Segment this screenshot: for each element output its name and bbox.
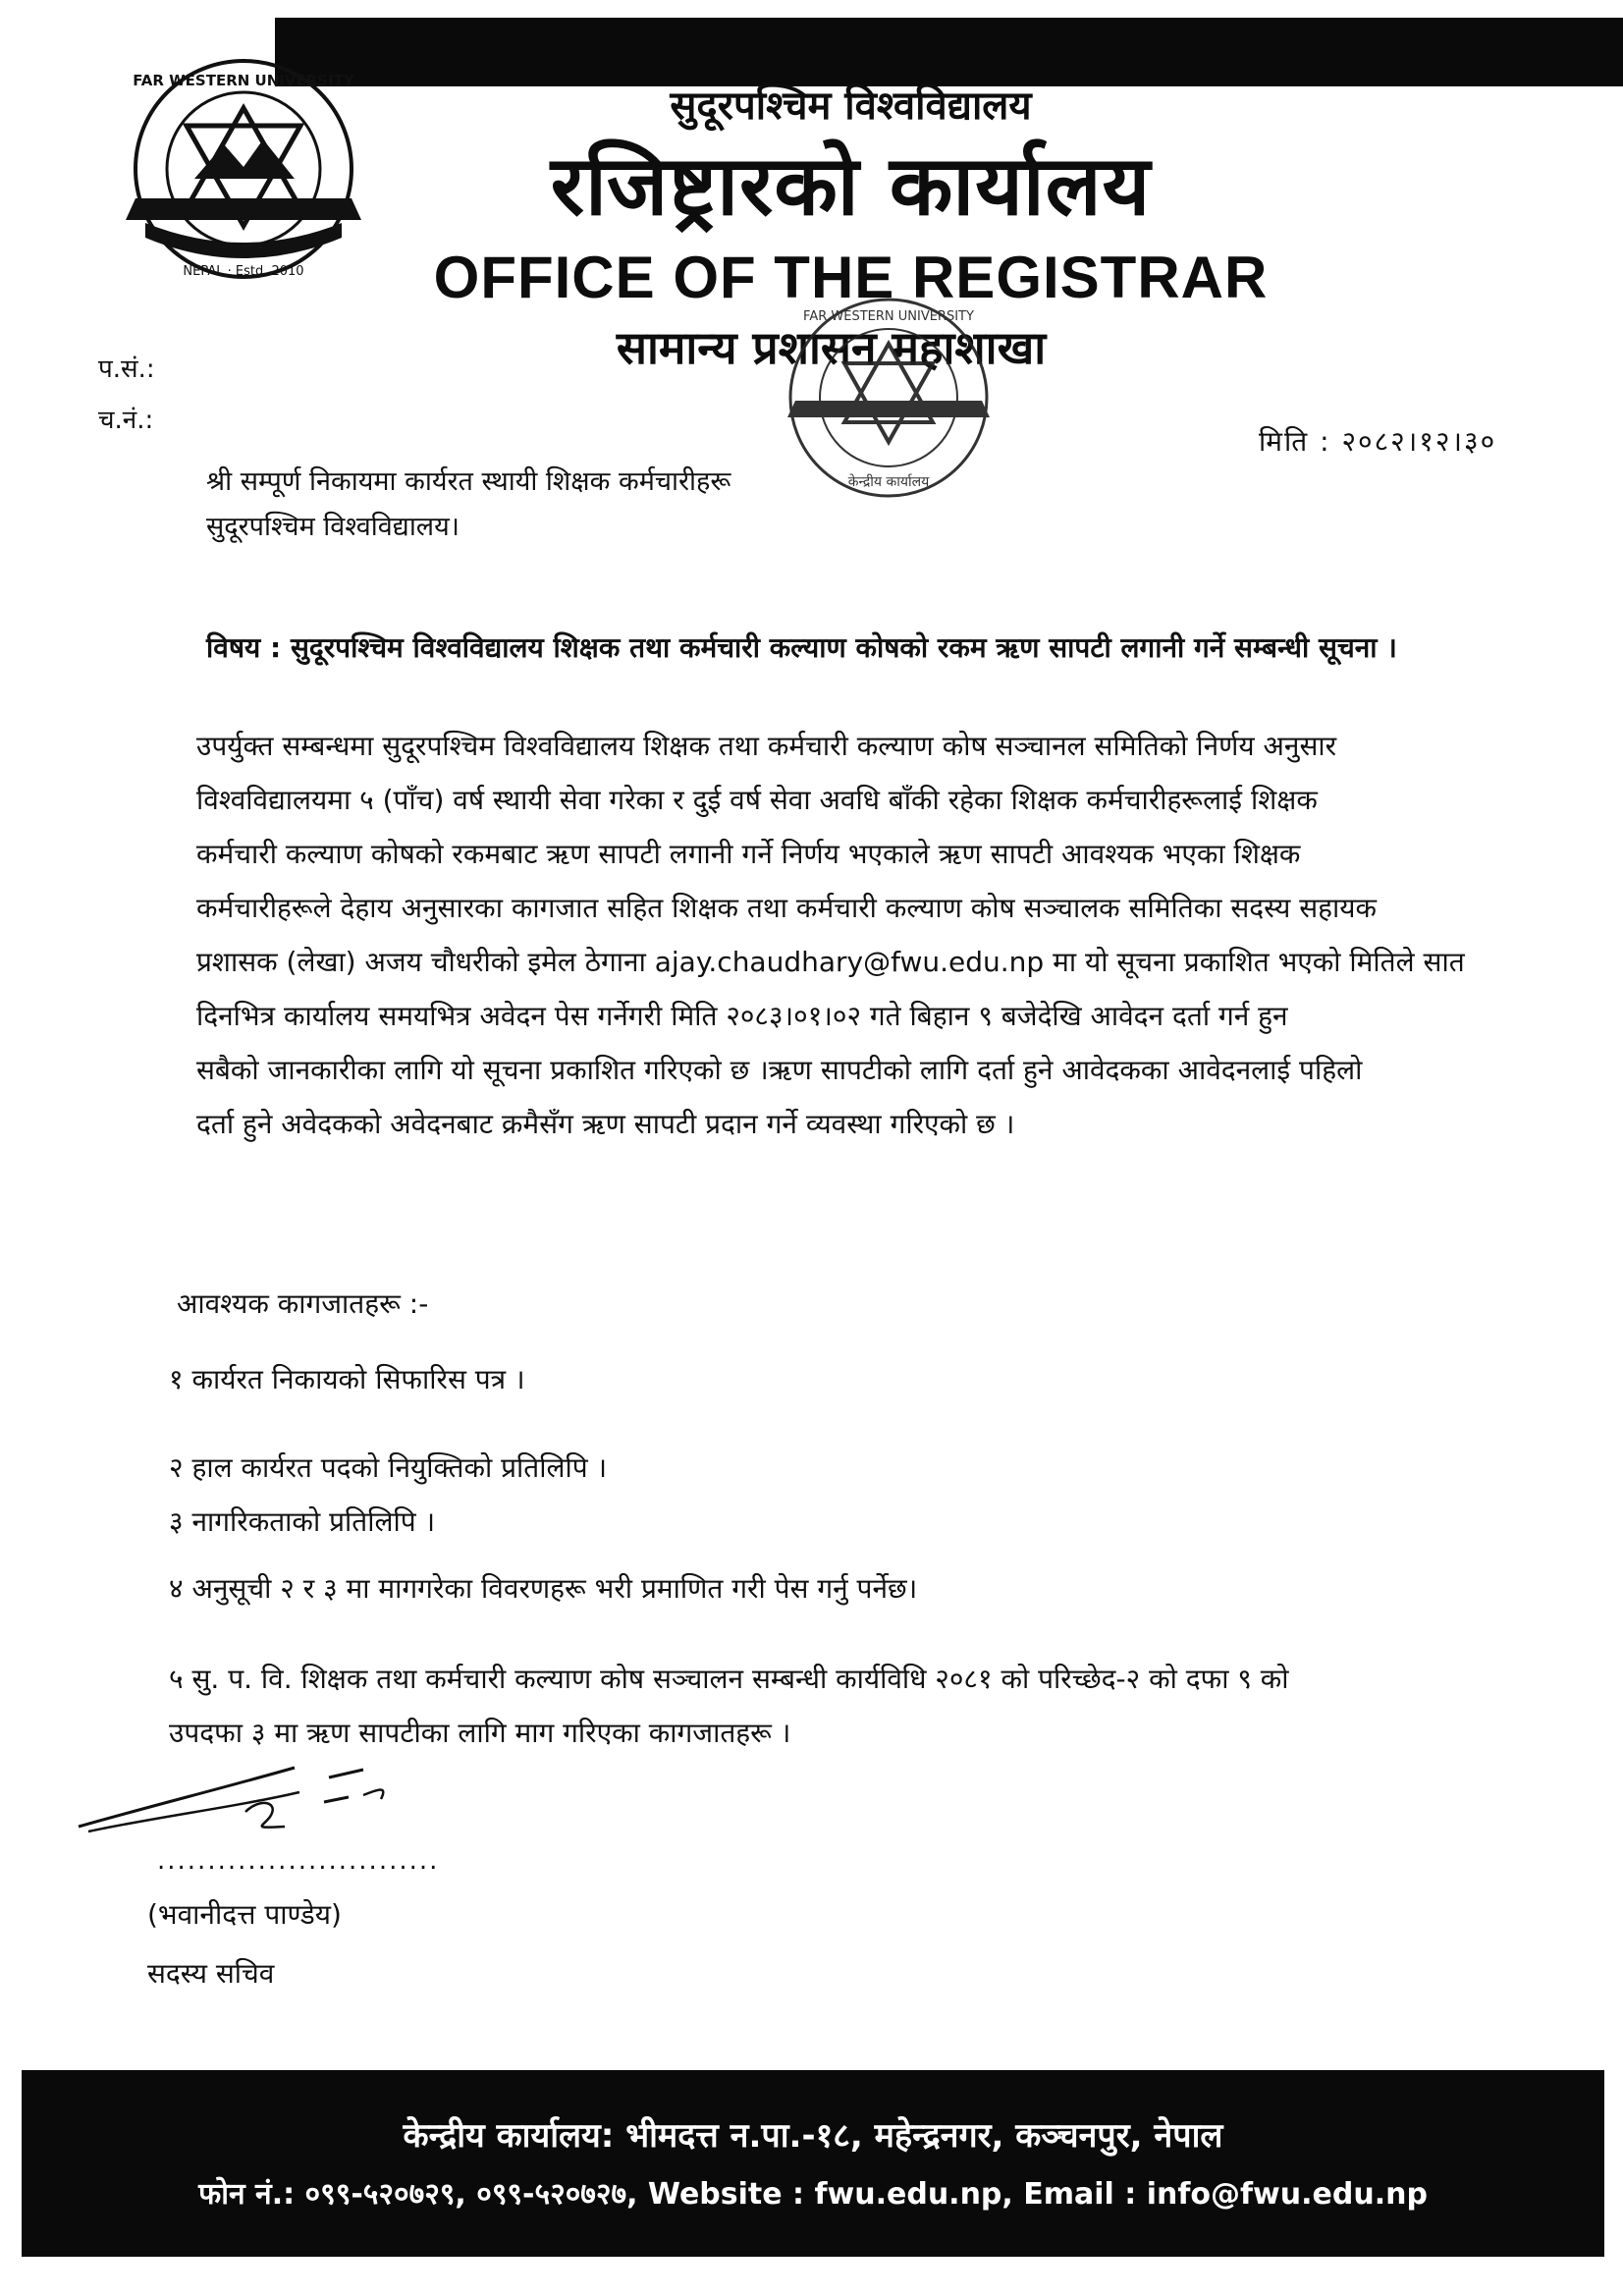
signatory-name: (भवानीदत्त पाण्डेय) [147, 1898, 342, 1931]
body-line-2: विश्वविद्यालयमा ५ (पाँच) वर्ष स्थायी सेवा गरेका र दुई वर्ष सेवा अवधि बाँकी रहेका शिक्षक कर्मचारीहरूलाई शिक्षक [196, 784, 1318, 816]
addressee-line-1: श्री सम्पूर्ण निकायमा कार्यरत स्थायी शिक्षक कर्मचारीहरू [206, 466, 731, 497]
svg-text:FAR WESTERN UNIVERSITY: FAR WESTERN UNIVERSITY [133, 72, 354, 89]
body-line-5: प्रशासक (लेखा) अजय चौधरीको इमेल ठेगाना ajay.chaudhary@fwu.edu.np मा यो सूचना प्रकाशित भएको मितिले सात [196, 946, 1465, 978]
reference-cha-na: च.नं.: [98, 406, 154, 435]
body-line-7: सबैको जानकारीका लागि यो सूचना प्रकाशित गरिएको छ ।ऋण सापटीको लागि दर्ता हुने आवेदकका आवेदनलाई पहिलो [196, 1054, 1363, 1086]
document-item-5-continued: उपदफा ३ मा ऋण सापटीका लागि माग गरिएका कागजातहरू । [169, 1717, 791, 1749]
body-line-8: दर्ता हुने अवेदकको अवेदनबाट क्रमैसँग ऋण सापटी प्रदान गर्ने व्यवस्था गरिएको छ । [196, 1108, 1015, 1140]
office-title-en: OFFICE OF THE REGISTRAR [433, 245, 1269, 310]
branch-name: सामान्य प्रशासन महाशाखा [616, 321, 1047, 374]
body-line-4: कर्मचारीहरूले देहाय अनुसारका कागजात सहित शिक्षक तथा कर्मचारी कल्याण कोष सञ्चालक समितिका सदस्य सहायक [196, 892, 1377, 924]
document-item-5: ५ सु. प. वि. शिक्षक तथा कर्मचारी कल्याण कोष सञ्चालन सम्बन्धी कार्यविधि २०८१ को परिच्छेद-२ को दफा ९ को [169, 1663, 1289, 1695]
body-line-3: कर्मचारी कल्याण कोषको रकमबाट ऋण सापटी लगानी गर्ने निर्णय भएकाले ऋण सापटी आवश्यक भएका शिक्षक [196, 838, 1301, 870]
footer-address: केन्द्रीय कार्यालय: भीमदत्त न.पा.-१८, महेन्द्रनगर, कञ्चनपुर, नेपाल [403, 2116, 1223, 2156]
notice-subject: विषय : सुदूरपश्चिम विश्वविद्यालय शिक्षक तथा कर्मचारी कल्याण कोषको रकम ऋण सापटी लगानी गर्ने सम्बन्धी सूचना । [206, 631, 1397, 664]
letter-date: मिति : २०८२।१२।३० [1259, 425, 1497, 458]
body-line-1: उपर्युक्त सम्बन्धमा सुदूरपश्चिम विश्वविद्यालय शिक्षक तथा कर्मचारी कल्याण कोष सञ्चानल समितिको निर्णय अनुसार [196, 730, 1337, 762]
footer-contact: फोन नं.: ०९९-५२०७२९, ०९९-५२०७२७, Website : fwu.edu.np, Email : info@fwu.edu.np [198, 2177, 1428, 2212]
signature-line: ............................ [157, 1846, 440, 1876]
document-item-4: ४ अनुसूची २ र ३ मा मागगरेका विवरणहरू भरी प्रमाणित गरी पेस गर्नु पर्नेछ। [169, 1572, 918, 1605]
official-stamp [776, 285, 1001, 511]
university-name: सुदूरपश्चिम विश्वविद्यालय [670, 83, 1032, 129]
svg-text:NEPAL · Estd. 2010: NEPAL · Estd. 2010 [183, 264, 304, 279]
document-item-2: २ हाल कार्यरत पदको नियुक्तिको प्रतिलिपि । [169, 1451, 608, 1484]
addressee-line-2: सुदूरपश्चिम विश्वविद्यालय। [206, 512, 460, 542]
document-item-1: १ कार्यरत निकायको सिफारिस पत्र । [169, 1363, 525, 1395]
document-item-3: ३ नागरिकताको प्रतिलिपि । [169, 1505, 436, 1538]
svg-text:FAR WESTERN UNIVERSITY: FAR WESTERN UNIVERSITY [803, 309, 974, 324]
signatory-title: सदस्य सचिव [147, 1957, 275, 1990]
svg-text:केन्द्रीय कार्यालय: केन्द्रीय कार्यालय [847, 474, 930, 490]
required-documents-title: आवश्यक कागजातहरू :- [177, 1287, 429, 1320]
handwritten-signature [69, 1748, 422, 1856]
office-title-np: रजिष्ट्रारको कार्यालय [550, 137, 1152, 234]
footer-bar [22, 2070, 1604, 2257]
reference-pa-sa: प.सं.: [98, 355, 155, 384]
body-line-6: दिनभित्र कार्यालय समयभित्र अवेदन पेस गर्नेगरी मिति २०८३।०१।०२ गते बिहान ९ बजेदेखि आवेदन दर्ता गर्न हुन [196, 1000, 1288, 1032]
